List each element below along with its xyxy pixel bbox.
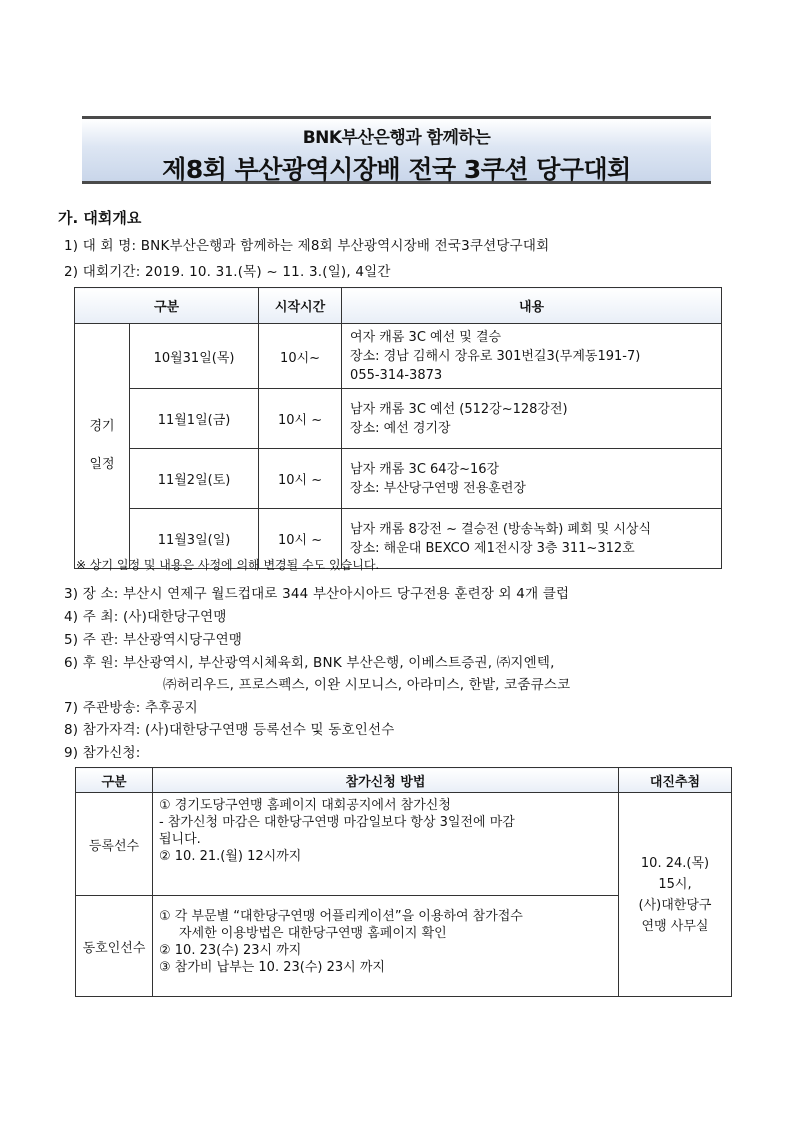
detail-item: 7) 주관방송: 추후공지 [64, 700, 198, 716]
table-row [75, 324, 722, 389]
registration-draw: 10. 24.(목) 15시, (사)대한당구 연맹 사무실 [619, 793, 732, 997]
schedule-time: 10시~ [259, 324, 342, 389]
schedule-time: 10시 ~ [259, 389, 342, 449]
schedule-time: 10시 ~ [259, 509, 342, 569]
schedule-date: 11월1일(금) [130, 389, 259, 449]
detail-item: 9) 참가신청: [64, 745, 141, 761]
overview-item: 2) 대회기간: 2019. 10. 31.(목) ~ 11. 3.(일), 4일간 [64, 264, 391, 280]
title-subtitle: BNK부산은행과 함께하는 [302, 128, 491, 148]
registration-header: 구분 [76, 768, 153, 793]
detail-item: 5) 주 관: 부산광역시당구연맹 [64, 632, 243, 648]
registration-header: 대진추첨 [619, 768, 732, 793]
registration-method: ① 경기도당구연맹 홈페이지 대회공지에서 참가신청 - 참가신청 마감은 대한당구연맹 마감일보다 항상 3일전에 마감 됩니다. ② 10. 21.(월) 12시까지 [153, 793, 619, 896]
registration-type: 동호인선수 [76, 896, 153, 997]
title-banner [82, 116, 711, 184]
detail-item: 6) 후 원: 부산광역시, 부산광역시체육회, BNK 부산은행, 이베스트증권, ㈜지엔텍, [64, 655, 555, 671]
registration-method: ① 각 부문별 “대한당구연맹 어플리케이션”을 이용하여 참가접수 자세한 이용방법은 대한당구연맹 홈페이지 확인 ② 10. 23(수) 23시 까지 ③ 참가비 납부는 10. 23(수) 23시 까지 [153, 896, 619, 997]
schedule-time: 10시 ~ [259, 449, 342, 509]
overview-item: 1) 대 회 명: BNK부산은행과 함께하는 제8회 부산광역시장배 전국3쿠션당구대회 [64, 238, 550, 254]
schedule-content: 남자 캐롬 3C 64강~16강 장소: 부산당구연맹 전용훈련장 [342, 449, 722, 509]
table-row [75, 449, 722, 509]
registration-type: 등록선수 [76, 793, 153, 896]
schedule-content: 남자 캐롬 8강전 ~ 결승전 (방송녹화) 폐회 및 시상식 장소: 해운대 BEXCO 제1전시장 3층 311~312호 [342, 509, 722, 569]
section-heading: 가. 대회개요 [58, 209, 142, 227]
title-main: 제8회 부산광역시장배 전국 3쿠션 당구대회 [162, 155, 631, 184]
schedule-table [74, 287, 722, 569]
schedule-header: 시작시간 [259, 288, 342, 324]
schedule-group-label: 경기 일정 [75, 324, 130, 569]
detail-item: 8) 참가자격: (사)대한당구연맹 등록선수 및 동호인선수 [64, 722, 395, 738]
schedule-date: 10월31일(목) [130, 324, 259, 389]
schedule-header: 내용 [342, 288, 722, 324]
registration-header: 참가신청 방법 [153, 768, 619, 793]
schedule-date: 11월3일(일) [130, 509, 259, 569]
schedule-note: ※ 상기 일정 및 내용은 사정에 의해 변경될 수도 있습니다. [76, 558, 380, 572]
table-row [75, 389, 722, 449]
schedule-header: 구분 [75, 288, 259, 324]
schedule-content: 여자 캐롬 3C 예선 및 결승 장소: 경남 김해시 장유로 301번길3(무계동191-7) 055-314-3873 [342, 324, 722, 389]
table-row [76, 793, 732, 896]
schedule-content: 남자 캐롬 3C 예선 (512강~128강전) 장소: 예선 경기장 [342, 389, 722, 449]
detail-item: 3) 장 소: 부산시 연제구 월드컵대로 344 부산아시아드 당구전용 훈련장 외 4개 클럽 [64, 586, 570, 602]
detail-item-continued: ㈜허리우드, 프로스펙스, 이완 시모니스, 아라미스, 한밭, 코줌큐스코 [163, 677, 571, 693]
detail-item: 4) 주 최: (사)대한당구연맹 [64, 609, 227, 625]
registration-table [75, 767, 732, 997]
schedule-date: 11월2일(토) [130, 449, 259, 509]
